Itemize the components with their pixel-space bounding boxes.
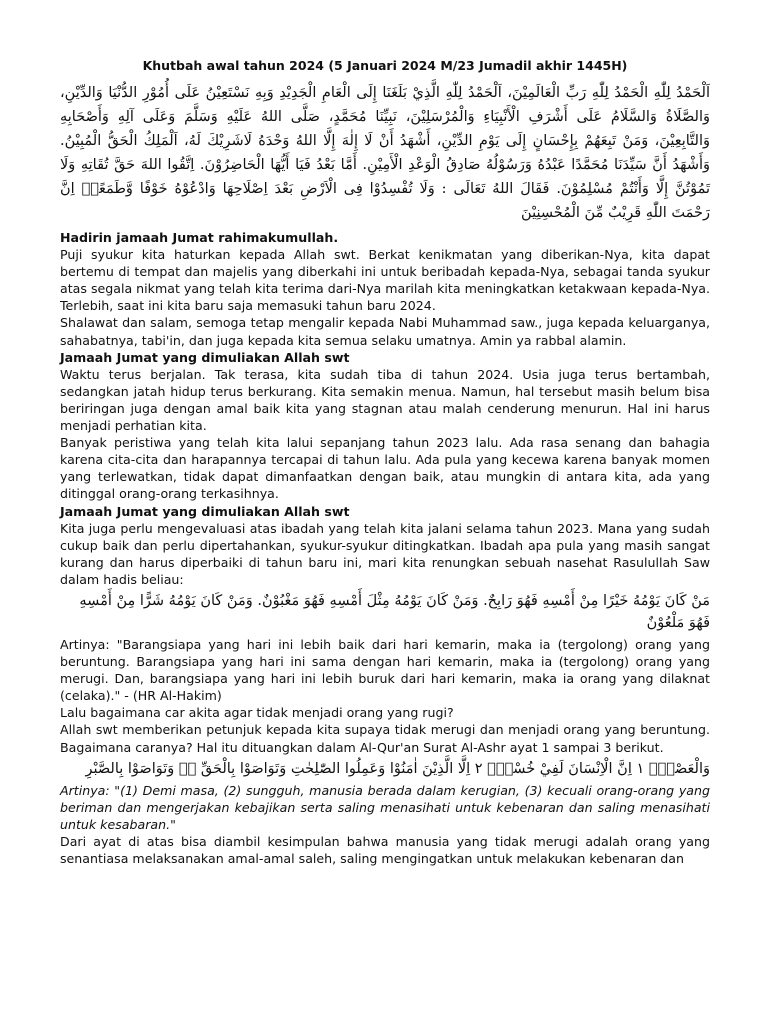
paragraph-shalawat: Shalawat dan salam, semoga tetap mengalir kepada Nabi Muhammad saw., juga kepada keluarganya, sahabatnya, tabi'in, dan juga kepada kita semua selaku umatnya. Amin ya rabbal alamin. [60, 315, 710, 348]
paragraph-guidance: Allah swt memberikan petunjuk kepada kita supaya tidak merugi dan menjadi orang yang beruntung. Bagaimana caranya? Hal itu dituangkan dalam Al-Qur'an Surat Al-Ashr ayat 1 sampai 3 berikut. [60, 722, 710, 755]
heading-greeting: Hadirin jamaah Jumat rahimakumullah. [60, 230, 339, 245]
paragraph-events: Banyak peristiwa yang telah kita lalui sepanjang tahun 2023 lalu. Ada rasa senang dan bahagia karena cita-cita dan harapannya tercapai di tahun lalu. Ada pula yang kecewa karena banyak momen yang terlewatkan, tidak dapat dimanfaatkan dengan baik, atau mungkin di antara kita, ada yang ditinggal orang-orang terkasihnya. [60, 435, 710, 502]
document-page [60, 58, 710, 867]
arabic-opening-prayer: اَلْحَمْدُ لِلّٰهِ الْحَمْدُ لِلّٰهِ رَبِّ الْعَالَمِيْنَ، اَلْحَمْدُ لِلّٰهِ الَّذِيْ بَلَغَنَا إِلَى الْعَامِ الْجَدِيْدِ وَبِهِ نَسْتَعِيْنُ عَلَى أُمُوْرِ الدُّنْيَا وَالدِّيْنِ، وَالصَّلَاةُ وَالسَّلَامُ عَلَى أَشْرَفِ الْأَنْبِيَاءِ وَالْمُرْسَلِيْنَ، نَبِيِّنَا مُحَمَّدٍ، صَلَّى اللهُ عَلَيْهِ وَسَلَّمَ وَعَلَى آلِهِ وَأَصْحَابِهِ وَالتَّابِعِيْنَ، وَمَنْ تَبِعَهُمْ بِإِحْسَانٍ إِلَى يَوْمِ الدِّيْنِ، أَشْهَدُ أَنْ لَا إِلٰهَ إِلَّا اللهُ وَحْدَهُ لَاشَرِيْكَ لَهُ، اَلْمَلِكُ الْحَقُّ الْمُبِيْنُ. وَأَشْهَدُ أَنَّ سَيِّدَنَا مُحَمَّدًا عَبْدُهُ وَرَسُوْلُهُ صَادِقُ الْوَعْدِ الْأَمِيْنِ. أَمَّا بَعْدُ فَيَا أَيُّهَا الْحَاضِرُوْنَ. اِتَّقُوا اللهَ حَقَّ تُقَاتِهِ وَلَا تَمُوْتُنَّ إِلَّا وَأَنْتُمْ مُسْلِمُوْنَ. فَقَالَ اللهُ تَعَالَى : وَلَا تُفْسِدُوْا فِى الْاَرْضِ بَعْدَ اِصْلَاحِهَا وَادْعُوْهُ خَوْفًا وَّطَمَعًاۗ اِنَّ رَحْمَتَ اللّٰهِ قَرِيْبٌ مِّنَ الْمُحْسِنِيْنَ [60, 85, 710, 221]
paragraph-conclusion: Dari ayat di atas bisa diambil kesimpulan bahwa manusia yang tidak merugi adalah orang yang senantiasa melaksanakan amal-amal saleh, saling mengingatkan untuk melakukan kebenaran dan [60, 833, 710, 866]
paragraph-time: Waktu terus berjalan. Tak terasa, kita sudah tiba di tahun 2024. Usia juga terus bertambah, sedangkan jatah hidup terus berkurang. Kita semakin menua. Namun, hal tersebut masih belum bisa beriringan juga dengan amal baik kita yang stagnan atau malah cenderung menurun. Hal ini harus menjadi perhatian kita. [60, 366, 710, 434]
arabic-surah-al-ashr: وَالْعَصْرِۙ ١ اِنَّ الْاِنْسَانَ لَفِيْ خُسْرٍۙ ٢ اِلَّا الَّذِيْنَ اٰمَنُوْا وَعَمِلُوا الصّٰلِحٰتِ وَتَوَاصَوْا بِالْحَقِّ ەۙ وَتَوَاصَوْا بِالصَّبْرِ [85, 760, 710, 777]
paragraph-evaluation: Kita juga perlu mengevaluasi atas ibadah yang telah kita jalani selama tahun 2023. Mana yang sudah cukup baik dan perlu dipertahankan, syukur-syukur ditingkatkan. Ibadah apa pula yang masih sangat kurang dan harus diperbaiki di tahun baru ini, mari kita renungkan sebuah nasehat Rasulullah Saw dalam hadis beliau: [60, 520, 710, 587]
paragraph-ashr-meaning: Artinya: "(1) Demi masa, (2) sungguh, manusia berada dalam kerugian, (3) kecuali orang-orang yang beriman dan mengerjakan kebajikan serta saling menasihati untuk kebenaran dan saling menasihati untuk kesabaran." [60, 782, 710, 832]
arabic-hadith: مَنْ كَانَ يَوْمُهُ خَيْرًا مِنْ أَمْسِهِ فَهُوَ رَابِحٌ. وَمَنْ كَانَ يَوْمُهُ مِثْلَ أَمْسِهِ فَهُوَ مَغْبُوْنٌ. وَمَنْ كَانَ يَوْمُهُ شَرًّا مِنْ أَمْسِهِ فَهُوَ مَلْعُوْنٌ [79, 592, 710, 631]
paragraph-question: Lalu bagaimana car akita agar tidak menjadi orang yang rugi? [60, 705, 454, 721]
heading-jamaah-2: Jamaah Jumat yang dimuliakan Allah swt [60, 503, 350, 519]
document-title: Khutbah awal tahun 2024 (5 Januari 2024 M/23 Jumadil akhir 1445H) [142, 58, 628, 73]
paragraph-hadith-meaning: Artinya: "Barangsiapa yang hari ini lebih baik dari hari kemarin, maka ia (tergolong) orang yang beruntung. Barangsiapa yang hari ini sama dengan hari kemarin, maka ia (tergolong) orang yang merugi. Dan, barangsiapa yang hari ini lebih buruk dari hari kemarin, maka ia orang yang dilaknat (celaka)." - (HR Al-Hakim) [60, 636, 710, 704]
heading-jamaah-1: Jamaah Jumat yang dimuliakan Allah swt [60, 349, 350, 365]
paragraph-gratitude: Puji syukur kita haturkan kepada Allah swt. Berkat kenikmatan yang diberikan-Nya, kita dapat bertemu di tempat dan majelis yang diberkahi ini untuk beribadah kepada-Nya, sebagai tanda syukur atas segala nikmat yang telah kita terima dari-Nya marilah kita meningkatkan ketakwaan kepada-Nya. Terlebih, saat ini kita baru saja memasuki tahun baru 2024. [60, 247, 710, 314]
